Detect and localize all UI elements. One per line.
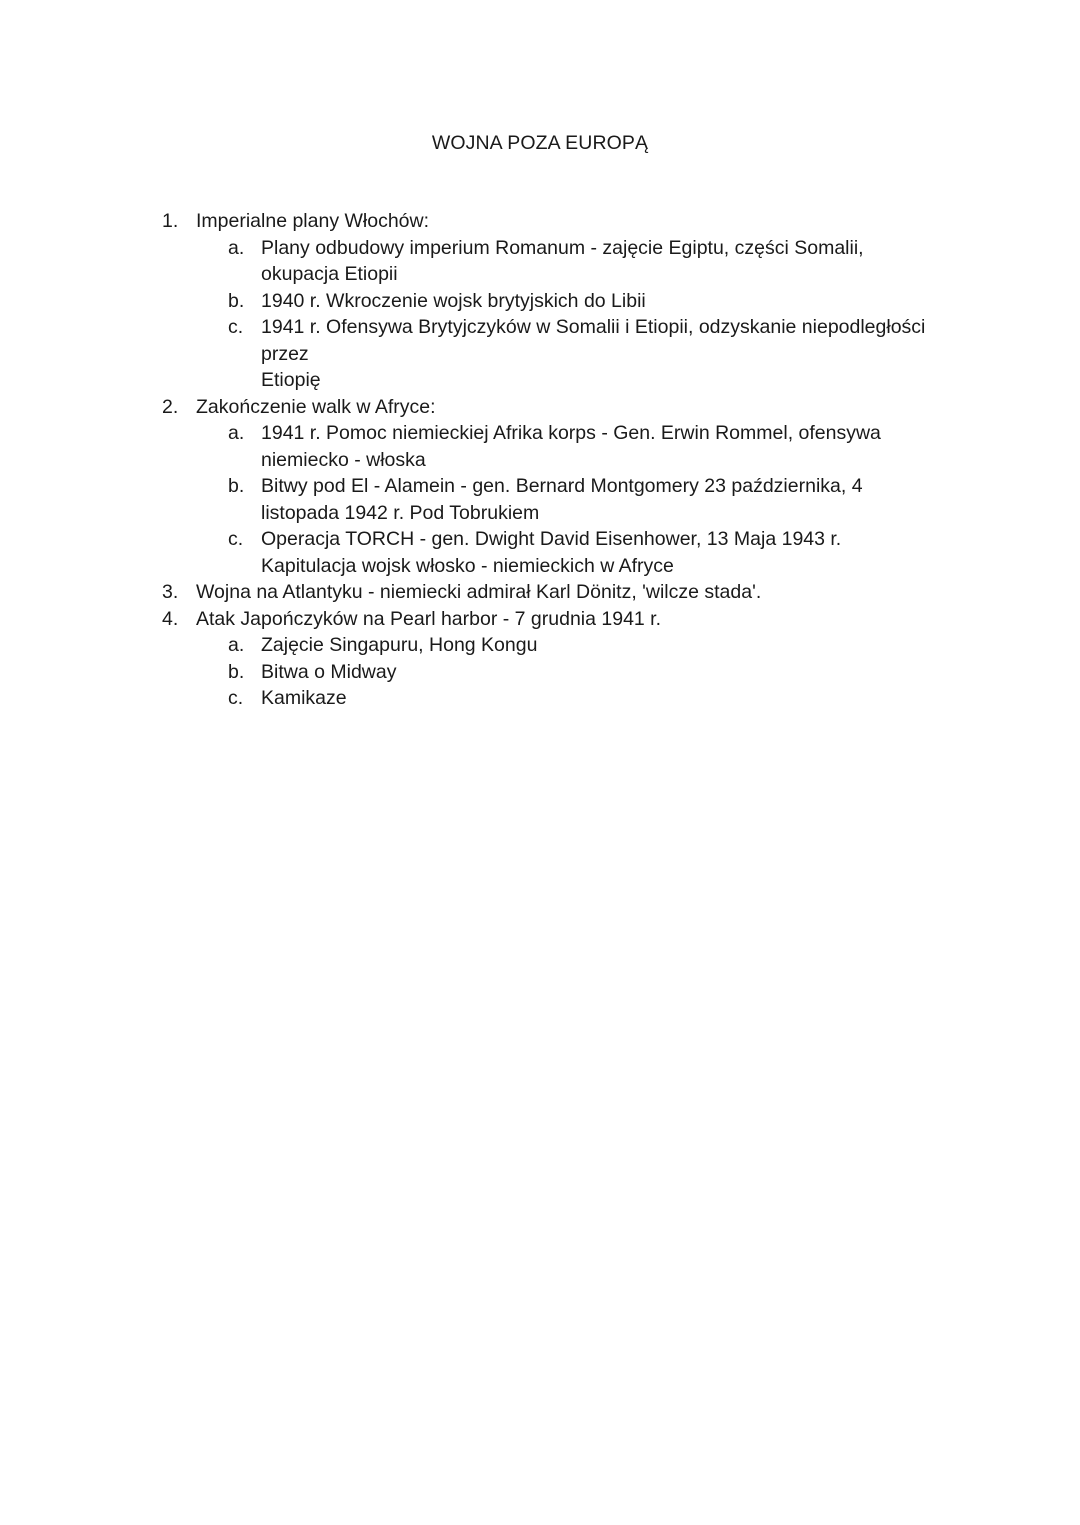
sub-list-item-letter: b.: [228, 660, 245, 683]
sub-list-item-text: Bitwy pod El - Alamein - gen. Bernard Montgomery 23 października, 4: [261, 475, 863, 497]
sub-list-item-text: Bitwa o Midway: [261, 660, 397, 683]
sub-list-item-text: Operacja TORCH - gen. Dwight David Eisenhower, 13 Maja 1943 r.: [261, 528, 842, 550]
sub-list-item-text: Kapitulacja wojsk włosko - niemieckich w Afryce: [261, 554, 674, 577]
list-item-text: Imperialne plany Włochów:: [196, 210, 430, 232]
sub-list-item-letter: a.: [228, 634, 245, 656]
sub-list-item-text: 1941 r. Ofensywa Brytyjczyków w Somalii i Etiopii, odzyskanie niepodległości: [261, 316, 926, 338]
sub-list-item-letter: c.: [228, 687, 244, 709]
list-item: [0, 579, 956, 606]
sub-list-item: [0, 659, 951, 686]
list-item-number: 4.: [162, 607, 179, 630]
list-item-number: 1.: [162, 210, 179, 232]
sub-list-item-text: listopada 1942 r. Pod Tobrukiem: [261, 501, 540, 524]
sub-list-item-letter: c.: [228, 528, 244, 550]
sub-list-item-text: Kamikaze: [261, 687, 347, 709]
list-item-text: Wojna na Atlantyku - niemiecki admirał Karl Dönitz, 'wilcze stada'.: [196, 581, 762, 603]
sub-list-item: [0, 314, 951, 394]
list-item-number: 3.: [162, 581, 179, 603]
sub-list-item: [0, 685, 951, 712]
outline-list: [0, 208, 1080, 712]
list-item: [0, 394, 956, 421]
sub-list-item: [0, 420, 951, 473]
sub-list-item-letter: c.: [228, 316, 244, 338]
sub-list-item-letter: b.: [228, 475, 245, 497]
list-item-text: Atak Japończyków na Pearl harbor - 7 grudnia 1941 r.: [196, 607, 662, 630]
list-item: [0, 208, 956, 235]
list-item-text: Zakończenie walk w Afryce:: [196, 395, 436, 418]
sub-list-item-text: przez: [261, 342, 309, 365]
sub-list-item-text: Zajęcie Singapuru, Hong Kongu: [261, 634, 538, 656]
sub-list-item: [0, 526, 951, 579]
sub-list-item: [0, 632, 951, 659]
sub-list-item: [0, 235, 951, 288]
sub-list-item-letter: b.: [228, 289, 245, 312]
sub-list-item-text: okupacja Etiopii: [261, 263, 398, 285]
sub-list-item-text: 1940 r. Wkroczenie wojsk brytyjskich do Libii: [261, 289, 646, 312]
sub-list-item-letter: a.: [228, 236, 245, 259]
sub-list-item: [0, 288, 951, 315]
sub-list-item-text: Etiopię: [261, 369, 321, 391]
list-item: [0, 606, 956, 633]
sub-list-item-letter: a.: [228, 422, 245, 444]
sub-list-item-text: niemiecko - włoska: [261, 448, 426, 471]
sub-list-item-text: 1941 r. Pomoc niemieckiej Afrika korps - Gen. Erwin Rommel, ofensywa: [261, 422, 881, 444]
sub-list-item: [0, 473, 951, 526]
list-item-number: 2.: [162, 395, 179, 418]
page-title: WOJNA POZA EUROPĄ: [431, 132, 649, 154]
sub-list-item-text: Plany odbudowy imperium Romanum - zajęcie Egiptu, części Somalii,: [261, 236, 864, 259]
